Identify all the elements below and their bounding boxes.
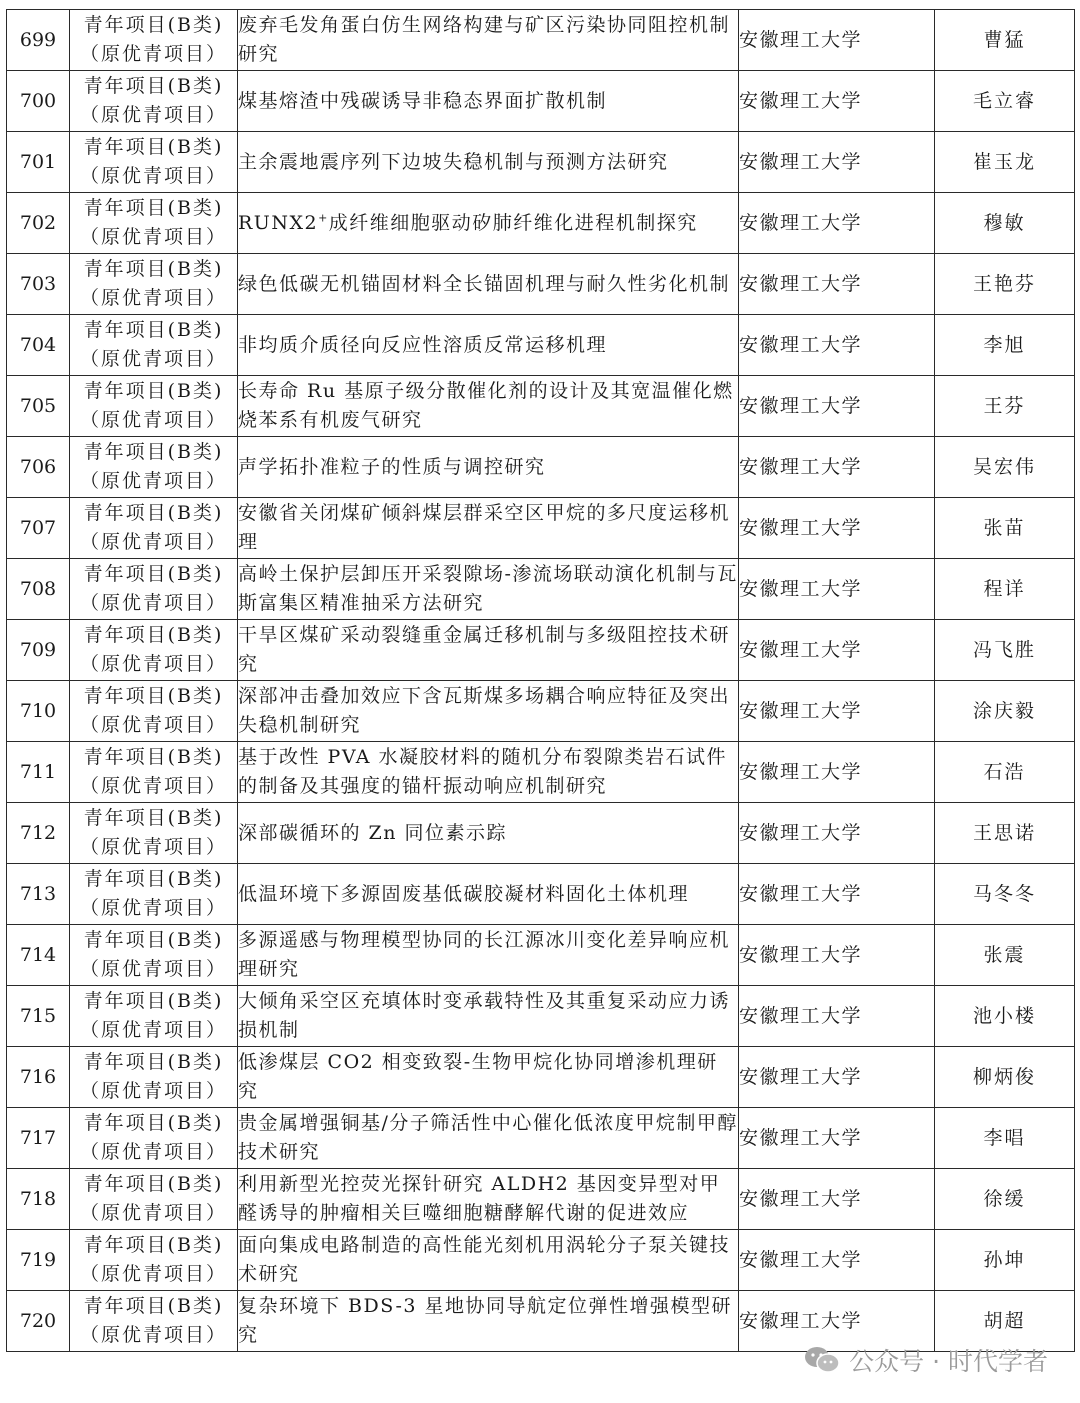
- principal-investigator: 孙坤: [935, 1230, 1075, 1291]
- project-title: [238, 559, 739, 620]
- project-title: [238, 803, 739, 864]
- project-title: [238, 315, 739, 376]
- category-line-2: （原优青项目）: [79, 1141, 227, 1163]
- title-text: 利用新型光控荧光探针研究 ALDH2 基因变异型对甲醛诱导的肿瘤相关巨噬细胞糖酵解代谢的促进效应: [238, 1173, 721, 1224]
- row-number: 718: [7, 1169, 70, 1230]
- category-line-2: （原优青项目）: [79, 409, 227, 431]
- project-category: [70, 1047, 238, 1108]
- category-line-2: （原优青项目）: [79, 592, 227, 614]
- category-line-2: （原优青项目）: [79, 43, 227, 65]
- project-category: [70, 864, 238, 925]
- category-line-2: （原优青项目）: [79, 653, 227, 675]
- category-line-1: 青年项目(B类): [83, 197, 224, 219]
- principal-investigator: 池小楼: [935, 986, 1075, 1047]
- project-category: [70, 1230, 238, 1291]
- table-row: [7, 559, 1075, 620]
- principal-investigator: 李旭: [935, 315, 1075, 376]
- project-category: [70, 254, 238, 315]
- category-line-2: （原优青项目）: [79, 531, 227, 553]
- title-text: 高岭土保护层卸压开采裂隙场-渗流场联动演化机制与瓦斯富集区精准抽采方法研究: [238, 563, 738, 614]
- principal-investigator: 崔玉龙: [935, 132, 1075, 193]
- principal-investigator: 石浩: [935, 742, 1075, 803]
- category-line-2: （原优青项目）: [79, 165, 227, 187]
- category-line-1: 青年项目(B类): [83, 136, 224, 158]
- table-row: [7, 681, 1075, 742]
- row-number: 701: [7, 132, 70, 193]
- project-title: [238, 925, 739, 986]
- project-title: [238, 986, 739, 1047]
- principal-investigator: 冯飞胜: [935, 620, 1075, 681]
- principal-investigator: 涂庆毅: [935, 681, 1075, 742]
- table-row: [7, 1047, 1075, 1108]
- project-title: [238, 376, 739, 437]
- title-prefix: RUNX2: [238, 211, 319, 234]
- title-text: 非均质介质径向反应性溶质反常运移机理: [238, 333, 608, 356]
- category-line-1: 青年项目(B类): [83, 1051, 224, 1073]
- row-number: 711: [7, 742, 70, 803]
- project-category: [70, 803, 238, 864]
- row-number: 714: [7, 925, 70, 986]
- title-text: 基于改性 PVA 水凝胶材料的随机分布裂隙类岩石试件的制备及其强度的锚杆振动响应机制研究: [238, 746, 728, 797]
- project-category: [70, 559, 238, 620]
- project-title: [238, 132, 739, 193]
- institution: 安徽理工大学: [739, 1108, 935, 1169]
- category-line-2: （原优青项目）: [79, 1324, 227, 1346]
- institution: 安徽理工大学: [739, 925, 935, 986]
- project-title: [238, 1230, 739, 1291]
- project-title: [238, 1108, 739, 1169]
- table-row: [7, 376, 1075, 437]
- table-row: [7, 193, 1075, 254]
- title-text: 低温环境下多源固废基低碳胶凝材料固化土体机理: [238, 882, 690, 905]
- table-row: [7, 864, 1075, 925]
- row-number: 708: [7, 559, 70, 620]
- title-text: 废弃毛发角蛋白仿生网络构建与矿区污染协同阻控机制研究: [238, 14, 731, 65]
- watermark-text: 公众号 · 时代学者: [849, 1347, 1048, 1376]
- row-number: 699: [7, 10, 70, 71]
- institution: 安徽理工大学: [739, 437, 935, 498]
- table-row: [7, 437, 1075, 498]
- row-number: 713: [7, 864, 70, 925]
- principal-investigator: 王芬: [935, 376, 1075, 437]
- institution: 安徽理工大学: [739, 681, 935, 742]
- institution: 安徽理工大学: [739, 620, 935, 681]
- row-number: 710: [7, 681, 70, 742]
- principal-investigator: 李唱: [935, 1108, 1075, 1169]
- title-text: 声学拓扑准粒子的性质与调控研究: [238, 455, 546, 478]
- watermark: [803, 1342, 1048, 1378]
- project-title: [238, 1047, 739, 1108]
- table-row: [7, 10, 1075, 71]
- institution: 安徽理工大学: [739, 1230, 935, 1291]
- row-number: 717: [7, 1108, 70, 1169]
- category-line-1: 青年项目(B类): [83, 441, 224, 463]
- institution: 安徽理工大学: [739, 254, 935, 315]
- title-text: 主余震地震序列下边坡失稳机制与预测方法研究: [238, 150, 669, 173]
- project-category: [70, 1169, 238, 1230]
- category-line-2: （原优青项目）: [79, 775, 227, 797]
- category-line-2: （原优青项目）: [79, 226, 227, 248]
- category-line-1: 青年项目(B类): [83, 1295, 224, 1317]
- category-line-1: 青年项目(B类): [83, 14, 224, 36]
- table-row: [7, 742, 1075, 803]
- project-category: [70, 193, 238, 254]
- principal-investigator: 徐缓: [935, 1169, 1075, 1230]
- category-line-1: 青年项目(B类): [83, 929, 224, 951]
- category-line-2: （原优青项目）: [79, 1080, 227, 1102]
- category-line-2: （原优青项目）: [79, 348, 227, 370]
- project-category: [70, 1291, 238, 1352]
- project-title: [238, 1291, 739, 1352]
- category-line-2: （原优青项目）: [79, 287, 227, 309]
- category-line-1: 青年项目(B类): [83, 624, 224, 646]
- principal-investigator: 毛立睿: [935, 71, 1075, 132]
- table-row: [7, 1169, 1075, 1230]
- project-title: [238, 498, 739, 559]
- category-line-2: （原优青项目）: [79, 1263, 227, 1285]
- title-text: 多源遥感与物理模型协同的长江源冰川变化差异响应机理研究: [238, 929, 731, 980]
- title-superscript: +: [318, 211, 329, 225]
- category-line-1: 青年项目(B类): [83, 1173, 224, 1195]
- wechat-icon: [803, 1345, 841, 1375]
- row-number: 703: [7, 254, 70, 315]
- institution: 安徽理工大学: [739, 742, 935, 803]
- project-category: [70, 681, 238, 742]
- row-number: 706: [7, 437, 70, 498]
- title-text: 贵金属增强铜基/分子筛活性中心催化低浓度甲烷制甲醇技术研究: [238, 1112, 738, 1163]
- row-number: 709: [7, 620, 70, 681]
- grant-table: [6, 9, 1075, 1352]
- category-line-2: （原优青项目）: [79, 958, 227, 980]
- project-title: [238, 1169, 739, 1230]
- category-line-1: 青年项目(B类): [83, 746, 224, 768]
- title-text: 深部冲击叠加效应下含瓦斯煤多场耦合响应特征及突出失稳机制研究: [238, 685, 731, 736]
- institution: 安徽理工大学: [739, 132, 935, 193]
- title-text: 煤基熔渣中残碳诱导非稳态界面扩散机制: [238, 89, 608, 112]
- category-line-1: 青年项目(B类): [83, 990, 224, 1012]
- principal-investigator: 王艳芬: [935, 254, 1075, 315]
- table-row: [7, 986, 1075, 1047]
- row-number: 705: [7, 376, 70, 437]
- institution: 安徽理工大学: [739, 71, 935, 132]
- project-title: [238, 681, 739, 742]
- principal-investigator: 吴宏伟: [935, 437, 1075, 498]
- project-title: [238, 254, 739, 315]
- project-category: [70, 925, 238, 986]
- category-line-2: （原优青项目）: [79, 1202, 227, 1224]
- row-number: 700: [7, 71, 70, 132]
- title-text: 大倾角采空区充填体时变承载特性及其重复采动应力诱损机制: [238, 990, 731, 1041]
- table-row: [7, 315, 1075, 376]
- category-line-1: 青年项目(B类): [83, 380, 224, 402]
- project-title: [238, 620, 739, 681]
- title-text: 低渗煤层 CO2 相变致裂-生物甲烷化协同增渗机理研究: [238, 1051, 718, 1102]
- institution: 安徽理工大学: [739, 803, 935, 864]
- principal-investigator: 胡超: [935, 1291, 1075, 1352]
- institution: 安徽理工大学: [739, 1169, 935, 1230]
- table-row: [7, 254, 1075, 315]
- title-text: 深部碳循环的 Zn 同位素示踪: [238, 821, 508, 844]
- category-line-1: 青年项目(B类): [83, 1112, 224, 1134]
- project-title: [238, 742, 739, 803]
- project-title: [238, 10, 739, 71]
- row-number: 702: [7, 193, 70, 254]
- row-number: 720: [7, 1291, 70, 1352]
- category-line-2: （原优青项目）: [79, 836, 227, 858]
- institution: 安徽理工大学: [739, 10, 935, 71]
- category-line-2: （原优青项目）: [79, 714, 227, 736]
- project-category: [70, 1108, 238, 1169]
- project-category: [70, 132, 238, 193]
- category-line-1: 青年项目(B类): [83, 807, 224, 829]
- table-row: [7, 620, 1075, 681]
- category-line-2: （原优青项目）: [79, 470, 227, 492]
- category-line-2: （原优青项目）: [79, 1019, 227, 1041]
- table-row: [7, 1230, 1075, 1291]
- project-category: [70, 498, 238, 559]
- category-line-1: 青年项目(B类): [83, 868, 224, 890]
- project-category: [70, 620, 238, 681]
- project-category: [70, 376, 238, 437]
- project-category: [70, 437, 238, 498]
- principal-investigator: 曹猛: [935, 10, 1075, 71]
- category-line-1: 青年项目(B类): [83, 75, 224, 97]
- project-title: [238, 864, 739, 925]
- table-row: [7, 1108, 1075, 1169]
- project-category: [70, 986, 238, 1047]
- table-row: [7, 71, 1075, 132]
- institution: 安徽理工大学: [739, 498, 935, 559]
- row-number: 712: [7, 803, 70, 864]
- project-category: [70, 71, 238, 132]
- title-text: 面向集成电路制造的高性能光刻机用涡轮分子泵关键技术研究: [238, 1234, 731, 1285]
- row-number: 707: [7, 498, 70, 559]
- category-line-1: 青年项目(B类): [83, 1234, 224, 1256]
- title-text: 复杂环境下 BDS-3 星地协同导航定位弹性增强模型研究: [238, 1295, 732, 1346]
- project-category: [70, 742, 238, 803]
- principal-investigator: 张苗: [935, 498, 1075, 559]
- category-line-2: （原优青项目）: [79, 104, 227, 126]
- table-row: [7, 498, 1075, 559]
- institution: 安徽理工大学: [739, 1291, 935, 1352]
- table-row: [7, 132, 1075, 193]
- category-line-1: 青年项目(B类): [83, 685, 224, 707]
- project-title: [238, 437, 739, 498]
- institution: 安徽理工大学: [739, 315, 935, 376]
- principal-investigator: 王思诺: [935, 803, 1075, 864]
- project-category: [70, 10, 238, 71]
- table-row: [7, 803, 1075, 864]
- category-line-1: 青年项目(B类): [83, 502, 224, 524]
- row-number: 716: [7, 1047, 70, 1108]
- project-title: [238, 71, 739, 132]
- title-text: 长寿命 Ru 基原子级分散催化剂的设计及其宽温催化燃烧苯系有机废气研究: [238, 380, 734, 431]
- title-text: 绿色低碳无机锚固材料全长锚固机理与耐久性劣化机制: [238, 272, 731, 295]
- institution: 安徽理工大学: [739, 376, 935, 437]
- principal-investigator: 柳炳俊: [935, 1047, 1075, 1108]
- principal-investigator: 张震: [935, 925, 1075, 986]
- table-row: [7, 925, 1075, 986]
- institution: 安徽理工大学: [739, 193, 935, 254]
- principal-investigator: 程详: [935, 559, 1075, 620]
- institution: 安徽理工大学: [739, 559, 935, 620]
- category-line-1: 青年项目(B类): [83, 319, 224, 341]
- row-number: 715: [7, 986, 70, 1047]
- title-text: 安徽省关闭煤矿倾斜煤层群采空区甲烷的多尺度运移机理: [238, 502, 731, 553]
- institution: 安徽理工大学: [739, 986, 935, 1047]
- row-number: 704: [7, 315, 70, 376]
- institution: 安徽理工大学: [739, 1047, 935, 1108]
- title-text: 干旱区煤矿采动裂缝重金属迁移机制与多级阻控技术研究: [238, 624, 731, 675]
- table-body: [7, 10, 1075, 1352]
- principal-investigator: 马冬冬: [935, 864, 1075, 925]
- principal-investigator: 穆敏: [935, 193, 1075, 254]
- project-title: [238, 193, 739, 254]
- project-category: [70, 315, 238, 376]
- category-line-2: （原优青项目）: [79, 897, 227, 919]
- title-text: 成纤维细胞驱动矽肺纤维化进程机制探究: [328, 211, 698, 234]
- institution: 安徽理工大学: [739, 864, 935, 925]
- category-line-1: 青年项目(B类): [83, 563, 224, 585]
- category-line-1: 青年项目(B类): [83, 258, 224, 280]
- row-number: 719: [7, 1230, 70, 1291]
